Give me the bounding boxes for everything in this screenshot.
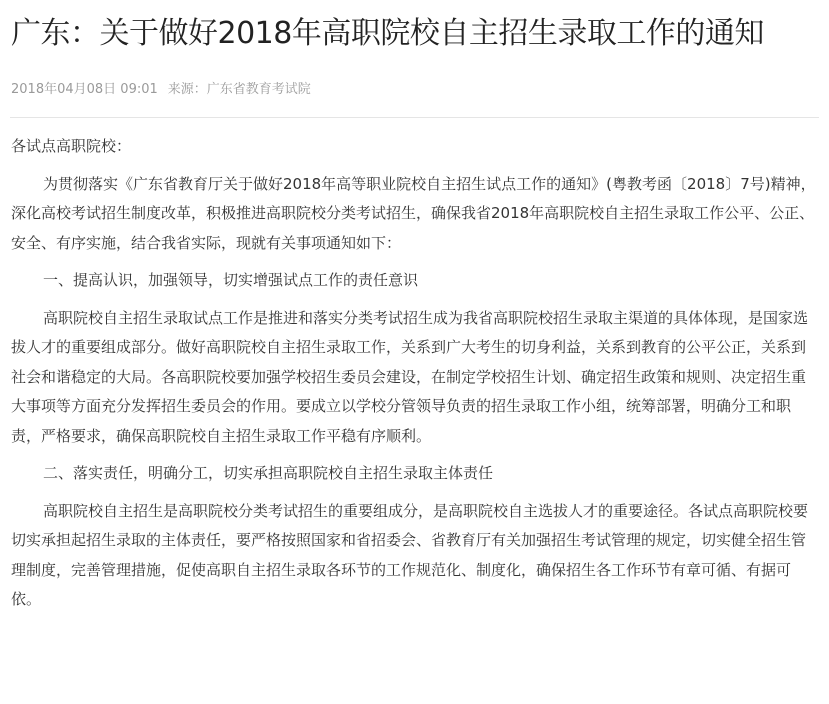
section-heading-2: 二、落实责任，明确分工，切实承担高职院校自主招生录取主体责任: [43, 464, 494, 482]
publish-datetime: 2018年04月08日 09:01: [11, 82, 158, 97]
article-title: 广东：关于做好2018年高职院校自主招生录取工作的通知: [11, 16, 764, 51]
paragraph-section-1: 高职院校自主招生录取试点工作是推进和落实分类考试招生成为我省高职院校招生录取主渠道的具体体现，是国家选拔人才的重要组成部分。做好高职院校自主招生录取工作，关系到广大考生的切身利益，关系到教育的公平公正，关系到社会和谐稳定的大局。各高职院校要加强学校招生委员会建设，在制定学校招生计划、确定招生政策和规则、决定招生重大事项等方面充分发挥招生委员会的作用。要成立以学校分管领导负责的招生录取工作小组，统筹部署，明确分工和职责，严格要求，确保高职院校自主招生录取工作平稳有序顺利。: [11, 308, 809, 445]
salutation: 各试点高职院校：: [11, 137, 132, 155]
paragraph-section-2: 高职院校自主招生是高职院校分类考试招生的重要组成分，是高职院校自主选拔人才的重要途径。各试点高职院校要切实承担起招生录取的主体责任，要严格按照国家和省招委会、省教育厅有关加强招生考试管理的规定，切实健全招生管理制度，完善管理措施，促使高职自主招生录取各环节的工作规范化、制度化，确保招生各工作环节有章可循、有据可依。: [11, 501, 809, 608]
article-meta: [11, 81, 819, 99]
paragraph-intro: 为贯彻落实《广东省教育厅关于做好2018年高等职业院校自主招生试点工作的通知》(粤教考函〔2018〕7号)精神，深化高校考试招生制度改革，积极推进高职院校分类考试招生，确保我省2018年高职院校自主招生录取工作公平、公正、安全、有序实施，结合我省实际，现就有关事项通知如下：: [11, 174, 816, 252]
meta-divider: [10, 117, 819, 118]
source-label: 来源：: [167, 82, 207, 97]
source-name: 广东省教育考试院: [206, 82, 311, 97]
section-heading-1: 一、提高认识，加强领导，切实增强试点工作的责任意识: [43, 271, 419, 289]
article-body: [11, 132, 819, 615]
